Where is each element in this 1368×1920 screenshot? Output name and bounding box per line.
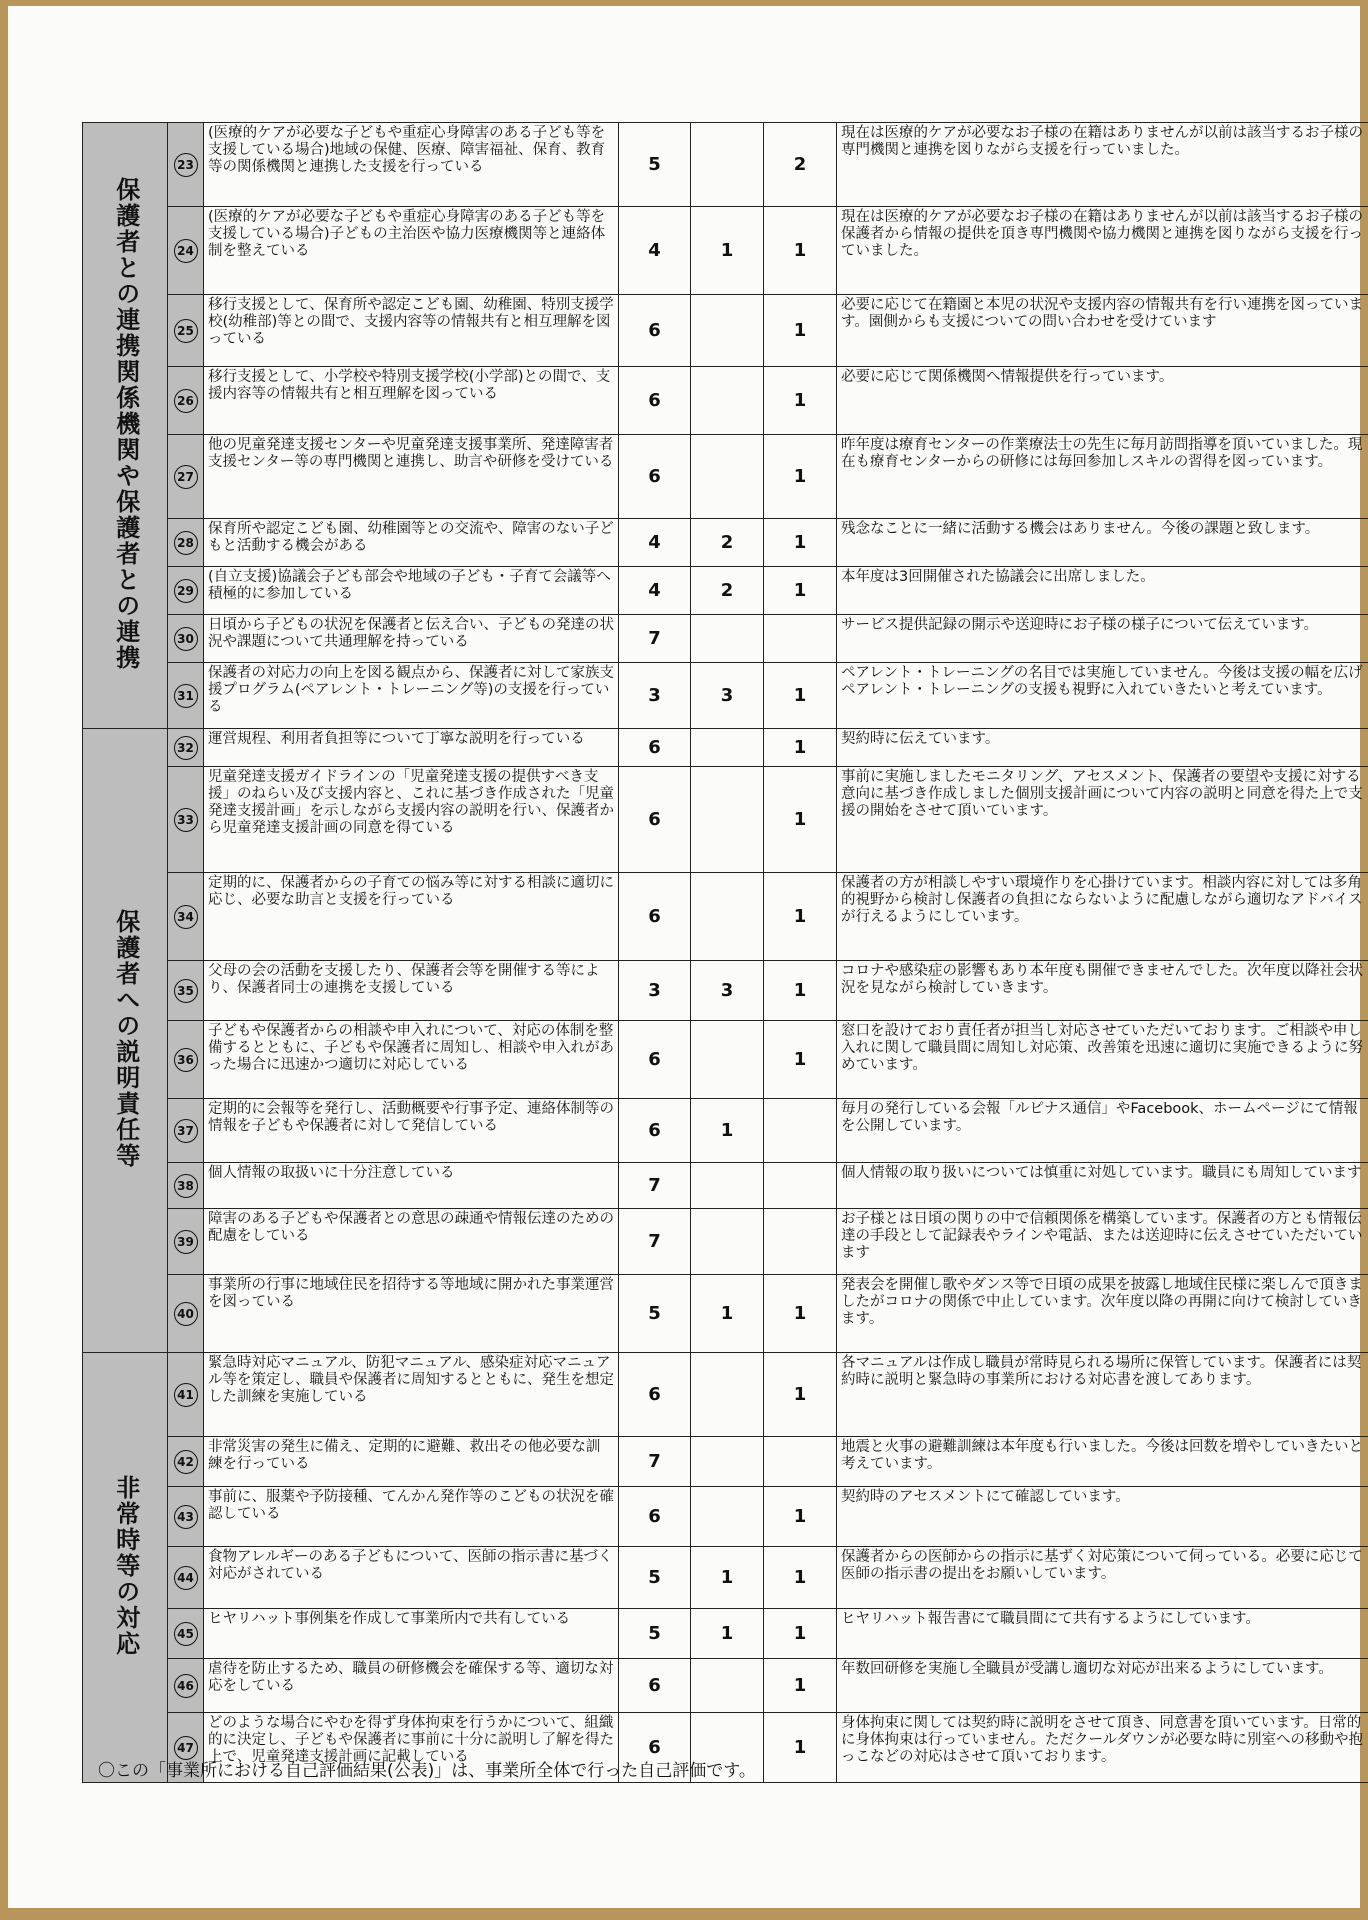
table-row [83,367,1368,435]
item-number [168,729,204,767]
table-row [83,1021,1368,1099]
item-number-badge: 36 [174,1048,198,1072]
comment-text: 保護者の方が相談しやすい環境作りを心掛けています。相談内容に対しては多角的視野から検討し保護者の負担にならないように配慮しながら適切なアドバイスが行えるようにしています。 [837,873,1368,961]
comment-text: 発表会を開催し歌やダンス等で日頃の成果を披露し地域住民様に楽しんで頂きましたがコロナの関係で中止しています。次年度以降の再開に向けて検討していきます。 [837,1275,1368,1353]
comment-text: コロナや感染症の影響もあり本年度も開催できませんでした。次年度以降社会状況を見ながら検討していきます。 [837,961,1368,1021]
count-no: 1 [764,1487,837,1547]
item-number-badge: 24 [174,239,198,263]
item-text: 子どもや保護者からの相談や申入れについて、対応の体制を整備するとともに、子どもや保護者に周知し、相談や申入れがあった場合に迅速かつ適切に対応している [204,1021,619,1099]
comment-text: 昨年度は療育センターの作業療法士の先生に毎月訪問指導を頂いていました。現在も療育センターからの研修には毎回参加しスキルの習得を図っています。 [837,435,1368,519]
count-no: 1 [764,1659,837,1713]
table-row [83,1609,1368,1659]
item-text: 事前に、服薬や予防接種、てんかん発作等のこどもの状況を確認している [204,1487,619,1547]
count-unknown [691,1487,764,1547]
item-number-badge: 38 [174,1174,198,1198]
count-yes: 7 [619,1437,691,1487]
comment-text: 各マニュアルは作成し職員が常時見られる場所に保管しています。保護者には契約時に説明と緊急時の事業所における対応書を渡してあります。 [837,1353,1368,1437]
item-text: 児童発達支援ガイドラインの「児童発達支援の提供すべき支援」のねらい及び支援内容と、これに基づき作成された「児童発達支援計画」を示しながら支援内容の説明を行い、保護者から児童発達支援計画の同意を得ている [204,767,619,873]
count-yes: 6 [619,873,691,961]
item-number [168,1099,204,1163]
comment-text: 本年度は3回開催された協議会に出席しました。 [837,567,1368,615]
item-number [168,1163,204,1209]
count-yes: 6 [619,435,691,519]
count-unknown: 1 [691,1099,764,1163]
table-row [83,567,1368,615]
item-number-badge: 41 [174,1383,198,1407]
table-row [83,767,1368,873]
item-text: 緊急時対応マニュアル、防犯マニュアル、感染症対応マニュアル等を策定し、職員や保護者に周知するとともに、発生を想定した訓練を実施している [204,1353,619,1437]
table-row [83,435,1368,519]
item-text: 保育所や認定こども園、幼稚園等との交流や、障害のない子どもと活動する機会がある [204,519,619,567]
comment-text: ペアレント・トレーニングの名目では実施していません。今後は支援の幅を広げペアレント・トレーニングの支援も視野に入れていきたいと考えています。 [837,663,1368,729]
count-unknown [691,873,764,961]
item-number [168,1609,204,1659]
item-text: 移行支援として、保育所や認定こども園、幼稚園、特別支援学校(幼稚部)等との間で、支援内容等の情報共有と相互理解を図っている [204,295,619,367]
item-text: (医療的ケアが必要な子どもや重症心身障害のある子ども等を支援している場合)地域の保健、医療、障害福祉、保育、教育等の関係機関と連携した支援を行っている [204,123,619,207]
category-label: 保護者への説明責任等 [111,908,140,1169]
item-number [168,1353,204,1437]
item-number-badge: 47 [174,1736,198,1760]
count-unknown: 1 [691,1275,764,1353]
count-yes: 6 [619,1021,691,1099]
count-yes: 6 [619,1487,691,1547]
count-unknown [691,767,764,873]
count-unknown: 3 [691,663,764,729]
count-no: 1 [764,435,837,519]
item-number-badge: 35 [174,979,198,1003]
comment-text: 年数回研修を実施し全職員が受講し適切な対応が出来るようにしています。 [837,1659,1368,1713]
count-unknown: 2 [691,519,764,567]
comment-text: 現在は医療的ケアが必要なお子様の在籍はありませんが以前は該当するお子様の専門機関と連携を図りながら支援を行っていました。 [837,123,1368,207]
item-number [168,1487,204,1547]
item-number-badge: 32 [174,736,198,760]
count-no [764,1209,837,1275]
item-number-badge: 34 [174,905,198,929]
item-text: 定期的に会報等を発行し、活動概要や行事予定、連絡体制等の情報を子どもや保護者に対して発信している [204,1099,619,1163]
comment-text: 身体拘束に関しては契約時に説明をさせて頂き、同意書を頂いています。日常的に身体拘束は行っていません。ただクールダウンが必要な時に別室への移動や抱っこなどの対応はさせて頂いております。 [837,1713,1368,1783]
item-text: 日頃から子どもの状況を保護者と伝え合い、子どもの発達の状況や課題について共通理解を持っている [204,615,619,663]
item-text: 保護者の対応力の向上を図る観点から、保護者に対して家族支援プログラム(ペアレント・トレーニング等)の支援を行っている [204,663,619,729]
comment-text: 契約時のアセスメントにて確認しています。 [837,1487,1368,1547]
count-no [764,1099,837,1163]
item-text: 虐待を防止するため、職員の研修機会を確保する等、適切な対応をしている [204,1659,619,1713]
count-unknown: 1 [691,1609,764,1659]
count-no: 1 [764,567,837,615]
table-row [83,1275,1368,1353]
count-no: 2 [764,123,837,207]
item-number [168,1659,204,1713]
item-text: 食物アレルギーのある子どもについて、医師の指示書に基づく対応がされている [204,1547,619,1609]
count-unknown: 3 [691,961,764,1021]
item-number-badge: 42 [174,1450,198,1474]
table-row [83,1659,1368,1713]
count-yes: 7 [619,1209,691,1275]
count-yes: 4 [619,207,691,295]
count-no: 1 [764,663,837,729]
count-yes: 5 [619,123,691,207]
item-text: 障害のある子どもや保護者との意思の疎通や情報伝達のための配慮をしている [204,1209,619,1275]
comment-text: 毎月の発行している会報「ルピナス通信」やFacebook、ホームページにて情報を公開しています。 [837,1099,1368,1163]
table-row [83,1487,1368,1547]
item-number-badge: 23 [174,153,198,177]
count-yes: 6 [619,767,691,873]
item-number-badge: 28 [174,531,198,555]
item-number [168,123,204,207]
category-label: 非常時等の対応 [111,1474,140,1657]
item-number-badge: 43 [174,1505,198,1529]
count-yes: 5 [619,1547,691,1609]
item-number [168,567,204,615]
count-yes: 5 [619,1609,691,1659]
item-number [168,1437,204,1487]
table-row [83,663,1368,729]
item-number-badge: 45 [174,1622,198,1646]
item-number [168,207,204,295]
item-number [168,873,204,961]
item-number-badge: 31 [174,684,198,708]
comment-text: 地震と火事の避難訓練は本年度も行いました。今後は回数を増やしていきたいと考えています。 [837,1437,1368,1487]
count-no: 1 [764,767,837,873]
item-number-badge: 39 [174,1230,198,1254]
comment-text: 保護者からの医師からの指示に基ずく対応策について伺っている。必要に応じて医師の指示書の提出をお願いしています。 [837,1547,1368,1609]
comment-text: 個人情報の取り扱いについては慎重に対処しています。職員にも周知しています [837,1163,1368,1209]
item-number-badge: 37 [174,1119,198,1143]
comment-text: ヒヤリハット報告書にて職員間にて共有するようにしています。 [837,1609,1368,1659]
count-yes: 4 [619,519,691,567]
count-no: 1 [764,367,837,435]
count-no: 1 [764,519,837,567]
count-no [764,1437,837,1487]
count-unknown [691,1021,764,1099]
self-evaluation-table [82,122,1368,1783]
item-number-badge: 30 [174,627,198,651]
category-setsumei [83,729,168,1353]
count-yes: 6 [619,729,691,767]
item-number [168,1275,204,1353]
category-hijoji [83,1353,168,1783]
count-unknown [691,435,764,519]
item-number [168,295,204,367]
item-number [168,767,204,873]
item-number [168,1547,204,1609]
item-number [168,1209,204,1275]
item-text: 移行支援として、小学校や特別支援学校(小学部)との間で、支援内容等の情報共有と相互理解を図っている [204,367,619,435]
count-yes: 6 [619,1659,691,1713]
item-number [168,615,204,663]
count-unknown [691,1437,764,1487]
item-text: 非常災害の発生に備え、定期的に避難、救出その他必要な訓練を行っている [204,1437,619,1487]
item-number-badge: 26 [174,389,198,413]
count-yes: 3 [619,663,691,729]
item-number [168,961,204,1021]
count-yes: 6 [619,1099,691,1163]
comment-text: 事前に実施しましたモニタリング、アセスメント、保護者の要望や支援に対する意向に基づき作成しました個別支援計画について内容の説明と同意を得た上で支援の開始をさせて頂いています。 [837,767,1368,873]
item-number-badge: 27 [174,465,198,489]
comment-text: お子様とは日頃の関りの中で信頼関係を構築しています。保護者の方とも情報伝達の手段として記録表やラインや電話、または送迎時に伝えさせていただいています [837,1209,1368,1275]
table-row [83,123,1368,207]
count-no: 1 [764,873,837,961]
item-text: どのような場合にやむを得ず身体拘束を行うかについて、組織的に決定し、子どもや保護者に事前に十分に説明し了解を得た上で、児童発達支援計画に記載している [204,1713,619,1783]
item-number-badge: 40 [174,1302,198,1326]
item-number-badge: 44 [174,1566,198,1590]
item-text: (医療的ケアが必要な子どもや重症心身障害のある子ども等を支援している場合)子どもの主治医や協力医療機関等と連絡体制を整えている [204,207,619,295]
table-row [83,615,1368,663]
item-number [168,435,204,519]
comment-text: 残念なことに一緒に活動する機会はありません。今後の課題と致します。 [837,519,1368,567]
count-unknown: 1 [691,1547,764,1609]
count-unknown [691,1209,764,1275]
count-no: 1 [764,1609,837,1659]
count-no: 1 [764,207,837,295]
count-yes: 6 [619,367,691,435]
item-number [168,663,204,729]
item-number [168,519,204,567]
count-no: 1 [764,961,837,1021]
category-kanrensei [83,123,168,729]
count-no: 1 [764,1021,837,1099]
count-no: 1 [764,1353,837,1437]
count-no: 1 [764,295,837,367]
count-unknown: 2 [691,567,764,615]
item-number-badge: 46 [174,1674,198,1698]
count-no: 1 [764,1275,837,1353]
category-label: 保護者との連携関係機関や保護者との連携 [111,176,140,671]
count-yes: 4 [619,567,691,615]
comment-text: サービス提供記録の開示や送迎時にお子様の様子について伝えています。 [837,615,1368,663]
count-unknown: 1 [691,207,764,295]
comment-text: 必要に応じて関係機関へ情報提供を行っています。 [837,367,1368,435]
count-no [764,1163,837,1209]
table-row [83,873,1368,961]
table-row [83,961,1368,1021]
count-yes: 6 [619,1713,691,1783]
item-text: 個人情報の取扱いに十分注意している [204,1163,619,1209]
count-yes: 3 [619,961,691,1021]
item-text: 他の児童発達支援センターや児童発達支援事業所、発達障害者支援センター等の専門機関と連携し、助言や研修を受けている [204,435,619,519]
table-row [83,519,1368,567]
comment-text: 契約時に伝えています。 [837,729,1368,767]
item-number-badge: 29 [174,579,198,603]
item-text: (自立支援)協議会子ども部会や地域の子ども・子育て会議等へ積極的に参加している [204,567,619,615]
count-yes: 6 [619,1353,691,1437]
comment-text: 必要に応じて在籍園と本児の状況や支援内容の情報共有を行い連携を図っています。園側からも支援についての問い合わせを受けています [837,295,1368,367]
count-no: 1 [764,729,837,767]
footer-note: 〇この「事業所における自己評価結果(公表)」は、事業所全体で行った自己評価です。 [98,1761,756,1781]
count-unknown [691,295,764,367]
table-row [83,1547,1368,1609]
table-row [83,1163,1368,1209]
table-row [83,729,1368,767]
table-row [83,1353,1368,1437]
item-text: 運営規程、利用者負担等について丁寧な説明を行っている [204,729,619,767]
item-number [168,367,204,435]
table-row [83,1437,1368,1487]
count-unknown [691,1353,764,1437]
count-unknown [691,123,764,207]
item-text: 定期的に、保護者からの子育ての悩み等に対する相談に適切に応じ、必要な助言と支援を行っている [204,873,619,961]
item-number-badge: 25 [174,319,198,343]
item-text: 父母の会の活動を支援したり、保護者会等を開催する等により、保護者同士の連携を支援している [204,961,619,1021]
table-row [83,1099,1368,1163]
count-unknown [691,729,764,767]
count-yes: 7 [619,1163,691,1209]
count-yes: 5 [619,1275,691,1353]
count-unknown [691,1659,764,1713]
item-number [168,1021,204,1099]
count-yes: 7 [619,615,691,663]
table-row [83,207,1368,295]
count-no: 1 [764,1713,837,1783]
count-no: 1 [764,1547,837,1609]
item-text: 事業所の行事に地域住民を招待する等地域に開かれた事業運営を図っている [204,1275,619,1353]
count-unknown [691,1163,764,1209]
count-yes: 6 [619,295,691,367]
table-row [83,1209,1368,1275]
count-no [764,615,837,663]
item-number-badge: 33 [174,808,198,832]
comment-text: 窓口を設けており責任者が担当し対応させていただいております。ご相談や申し入れに関して職員間に周知し対応策、改善策を迅速に適切に実施できるように努めています。 [837,1021,1368,1099]
count-unknown [691,367,764,435]
table-row [83,295,1368,367]
item-text: ヒヤリハット事例集を作成して事業所内で共有している [204,1609,619,1659]
comment-text: 現在は医療的ケアが必要なお子様の在籍はありませんが以前は該当するお子様の保護者から情報の提供を頂き専門機関や協力機関と連携を図りながら支援を行っていました。 [837,207,1368,295]
count-unknown [691,615,764,663]
